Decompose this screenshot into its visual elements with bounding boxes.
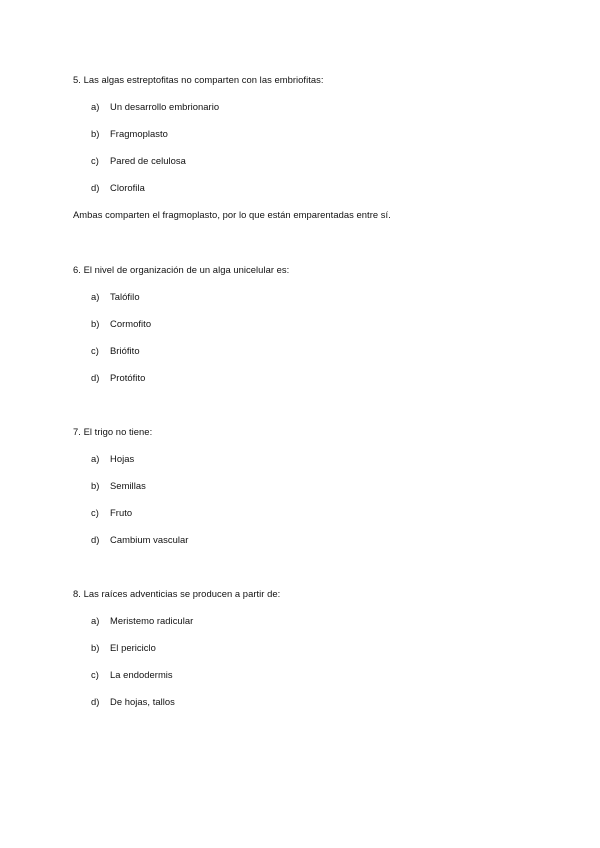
option-letter: a): [91, 291, 100, 302]
option-text: Protófito: [110, 372, 146, 383]
option-letter: b): [91, 318, 100, 329]
option-text: Pared de celulosa: [110, 155, 186, 166]
option-text: Talófilo: [110, 291, 140, 302]
option-text: La endodermis: [110, 669, 173, 680]
option-text: Briófito: [110, 345, 140, 356]
option-letter: a): [91, 101, 100, 112]
option-letter: a): [91, 453, 100, 464]
option-text: Cormofito: [110, 318, 152, 329]
option-letter: c): [91, 155, 99, 166]
option-text: Fragmoplasto: [110, 128, 168, 139]
option-letter: d): [91, 534, 100, 545]
option-letter: b): [91, 642, 100, 653]
question-5: 5. Las algas estreptofitas no comparten con las embriofitas:: [73, 74, 324, 85]
option-letter: c): [91, 507, 99, 518]
option-text: Meristemo radicular: [110, 615, 194, 626]
question-7: 7. El trigo no tiene:: [73, 426, 153, 437]
option-text: Fruto: [110, 507, 133, 518]
option-letter: d): [91, 696, 100, 707]
answer-note: Ambas comparten el fragmoplasto, por lo que están emparentadas entre sí.: [73, 209, 391, 220]
option-text: El periciclo: [110, 642, 156, 653]
option-text: Cambium vascular: [110, 534, 189, 545]
option-letter: c): [91, 669, 99, 680]
option-text: Hojas: [110, 453, 135, 464]
option-letter: d): [91, 372, 100, 383]
option-text: Un desarrollo embrionario: [110, 101, 220, 112]
option-letter: d): [91, 182, 100, 193]
option-text: De hojas, tallos: [110, 696, 175, 707]
option-letter: b): [91, 128, 100, 139]
option-text: Semillas: [110, 480, 146, 491]
option-letter: c): [91, 345, 99, 356]
option-text: Clorofila: [110, 182, 145, 193]
option-letter: a): [91, 615, 100, 626]
option-letter: b): [91, 480, 100, 491]
question-6: 6. El nivel de organización de un alga unicelular es:: [73, 264, 290, 275]
question-8: 8. Las raíces adventicias se producen a partir de:: [73, 588, 281, 599]
